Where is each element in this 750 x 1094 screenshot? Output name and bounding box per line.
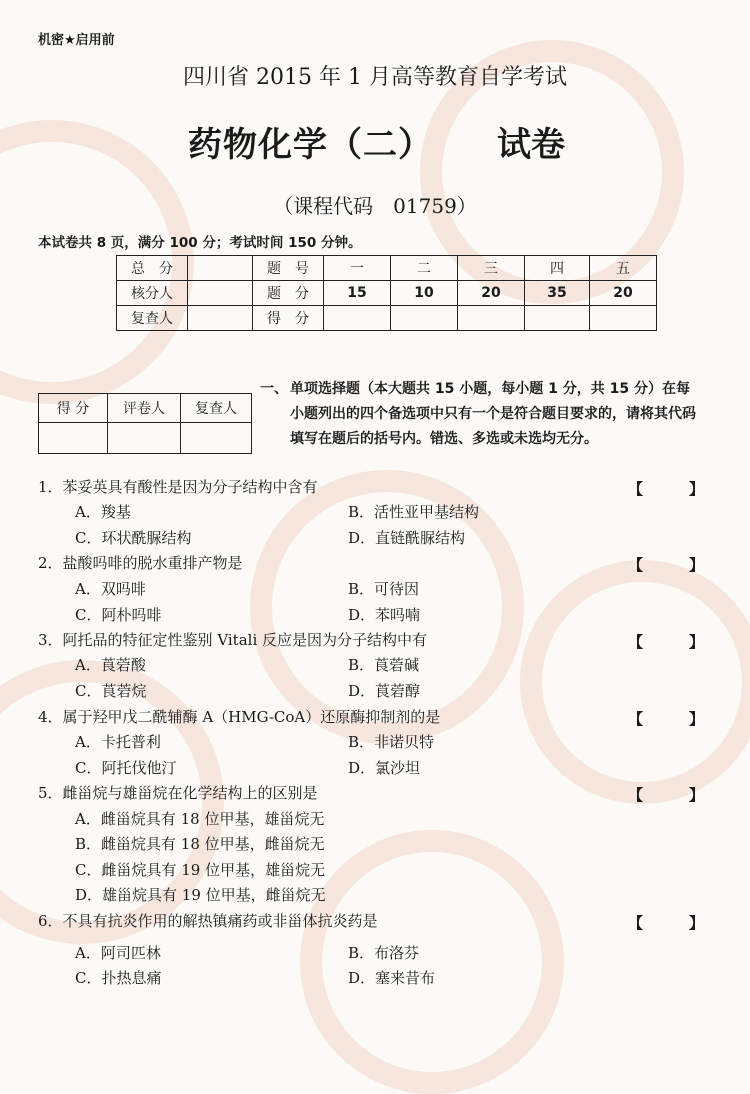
bracket-open: 【 [628,633,644,651]
table-cell [181,423,252,454]
table-cell [458,306,525,331]
table-cell: 复查人 [181,394,252,423]
table-cell [108,423,181,454]
question-stem: 1．苯妥英具有酸性是因为分子结构中含有 [38,478,318,496]
option: D．雄甾烷具有 19 位甲基，雌甾烷无 [75,886,326,904]
table-cell [39,423,108,454]
bracket-open: 【 [628,556,644,574]
question-stem: 2．盐酸吗啡的脱水重排产物是 [38,554,243,572]
confidential-label: 机密★启用前 [38,33,115,48]
table-cell: 一 [324,256,391,281]
score-table-row [117,306,657,331]
table-cell: 核分人 [117,281,188,306]
option: A．阿司匹林 [75,944,161,962]
bracket-open: 【 [628,710,644,728]
question-stem: 6．不具有抗炎作用的解热镇痛药或非甾体抗炎药是 [38,912,378,930]
table-cell [188,281,253,306]
table-cell: 得 分 [253,306,324,331]
exam-intro: 本试卷共 8 页，满分 100 分；考试时间 150 分钟。 [38,235,362,251]
bracket-close: 】 [688,480,704,498]
table-cell [525,306,590,331]
section-number: 一、 [260,381,288,397]
option: C．扑热息痛 [75,969,162,987]
option: C．雌甾烷具有 19 位甲基，雄甾烷无 [75,861,326,879]
table-cell: 三 [458,256,525,281]
bracket-close: 】 [688,633,704,651]
table-cell: 五 [590,256,657,281]
table-cell: 得 分 [39,394,108,423]
table-cell: 评卷人 [108,394,181,423]
option: B．可待因 [348,580,420,598]
bracket-close: 】 [688,914,704,932]
option: C．阿托伐他汀 [75,759,177,777]
option: D．苯吗喃 [348,606,421,624]
course-code: （课程代码 01759） [273,194,477,218]
subject-title: 药物化学（二） [188,125,433,165]
option: B．布洛芬 [348,944,420,962]
table-cell: 15 [324,281,391,306]
table-cell [188,256,253,281]
table-cell [188,306,253,331]
section-instructions: 单项选择题（本大题共 15 小题，每小题 1 分，共 15 分）在每小题列出的四个备选项中只有一个是符合题目要求的，请将其代码填写在题后的括号内。错选、多选或未选均无分。 [290,381,696,447]
option: B．活性亚甲基结构 [348,503,480,521]
bracket-open: 【 [628,480,644,498]
option: B．雌甾烷具有 18 位甲基，雌甾烷无 [75,835,325,853]
table-cell: 题 号 [253,256,324,281]
option: C．阿朴吗啡 [75,606,162,624]
table-cell: 35 [525,281,590,306]
answer-bracket[interactable] [628,708,704,729]
answer-bracket[interactable] [628,784,704,805]
option: C．环状酰脲结构 [75,529,192,547]
option: D．直链酰脲结构 [348,529,466,547]
answer-bracket[interactable] [628,478,704,499]
question-stem: 4．属于羟甲戊二酰辅酶 A（HMG-CoA）还原酶抑制剂的是 [38,708,441,726]
option: A．莨菪酸 [75,656,146,674]
option: A．雌甾烷具有 18 位甲基，雄甾烷无 [75,810,325,828]
score-table-row [117,256,657,281]
table-cell: 复查人 [117,306,188,331]
table-cell: 总 分 [117,256,188,281]
score-table-row [117,281,657,306]
option: B．莨菪碱 [348,656,420,674]
table-cell [391,306,458,331]
exam-title: 四川省 2015 年 1 月高等教育自学考试 [183,65,567,90]
option: D．氯沙坦 [348,759,421,777]
bracket-close: 】 [688,786,704,804]
option: A．卡托普利 [75,733,161,751]
bracket-open: 【 [628,914,644,932]
table-cell [324,306,391,331]
bracket-close: 】 [688,556,704,574]
grader-table [38,393,252,454]
table-cell: 四 [525,256,590,281]
answer-bracket[interactable] [628,554,704,575]
table-cell: 题 分 [253,281,324,306]
table-cell [590,306,657,331]
answer-bracket[interactable] [628,912,704,933]
score-table [116,255,657,331]
option: C．莨菪烷 [75,682,147,700]
option: D．莨菪醇 [348,682,421,700]
answer-bracket[interactable] [628,631,704,652]
table-cell: 20 [458,281,525,306]
option: A．双吗啡 [75,580,146,598]
option: A．羧基 [75,503,131,521]
option: B．非诺贝特 [348,733,435,751]
section-header [260,377,700,452]
bracket-open: 【 [628,786,644,804]
paper-label: 试卷 [497,125,565,165]
grader-table-row [39,394,252,423]
option: D．塞来昔布 [348,969,436,987]
table-cell: 20 [590,281,657,306]
question-stem: 5．雌甾烷与雄甾烷在化学结构上的区别是 [38,784,318,802]
question-stem: 3．阿托品的特征定性鉴别 Vitali 反应是因为分子结构中有 [38,631,428,649]
grader-table-row [39,423,252,454]
table-cell: 二 [391,256,458,281]
table-cell: 10 [391,281,458,306]
bracket-close: 】 [688,710,704,728]
